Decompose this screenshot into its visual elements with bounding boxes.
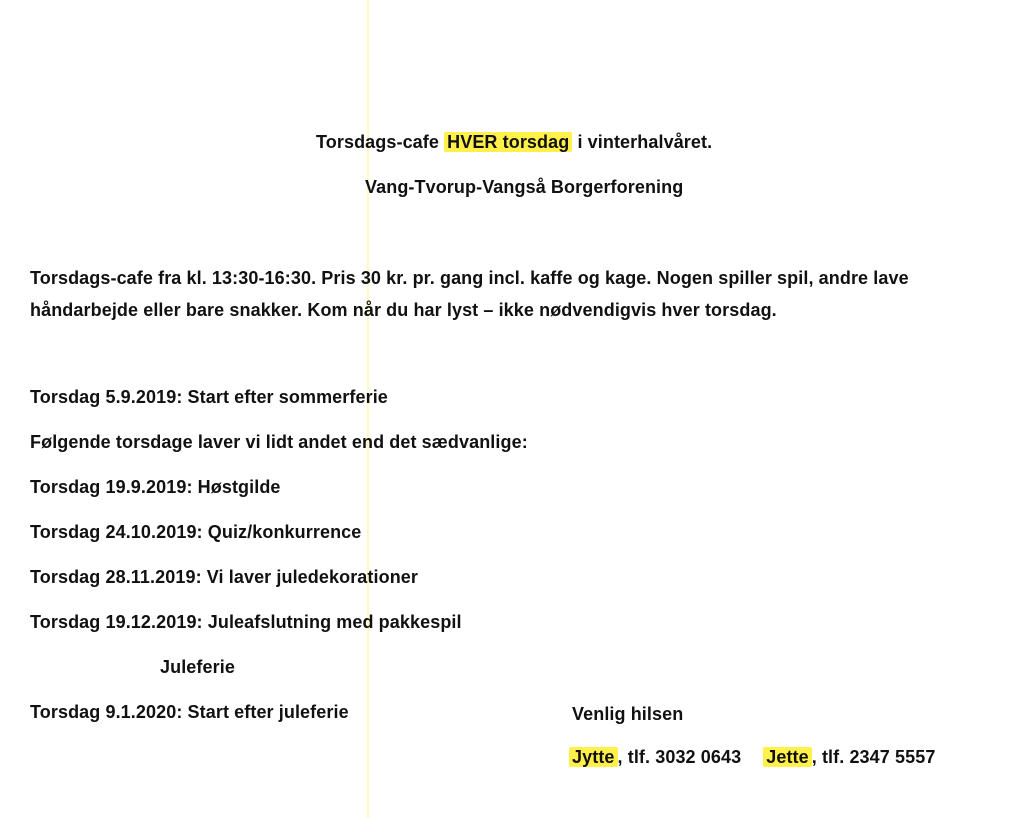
holiday-break-label: Juleferie	[160, 657, 235, 677]
page-title	[316, 131, 712, 153]
schedule-start: Torsdag 5.9.2019: Start efter sommerferie	[30, 387, 388, 407]
contact-phone: , tlf. 3032 0643	[617, 747, 742, 767]
contact-name: Jytte	[569, 747, 618, 767]
title-suffix: i vinterhalvåret.	[577, 132, 713, 152]
title-prefix: Torsdags-cafe	[316, 132, 440, 152]
organization-name: Vang-Tvorup-Vangså Borgerforening	[365, 177, 684, 197]
schedule-restart: Torsdag 9.1.2020: Start efter juleferie	[30, 702, 349, 722]
title-highlight: HVER torsdag	[444, 132, 572, 152]
contact-list	[569, 746, 935, 768]
schedule-event: Torsdag 19.12.2019: Juleafslutning med pakkespil	[30, 612, 462, 632]
contact-name: Jette	[763, 747, 812, 767]
schedule-event: Torsdag 24.10.2019: Quiz/konkurrence	[30, 522, 362, 542]
intro-line-1: Torsdags-cafe fra kl. 13:30-16:30. Pris 30 kr. pr. gang incl. kaffe og kage. Nogen spiller spil, andre lave	[30, 268, 909, 288]
schedule-lead: Følgende torsdage laver vi lidt andet end det sædvanlige:	[30, 432, 528, 452]
signoff-greeting: Venlig hilsen	[572, 704, 684, 724]
schedule-event: Torsdag 19.9.2019: Høstgilde	[30, 477, 281, 497]
intro-line-2: håndarbejde eller bare snakker. Kom når du har lyst – ikke nødvendigvis hver torsdag.	[30, 300, 777, 320]
schedule-event: Torsdag 28.11.2019: Vi laver juledekorationer	[30, 567, 419, 587]
contact-phone: , tlf. 2347 5557	[811, 747, 936, 767]
scan-artifact-line	[367, 0, 369, 818]
